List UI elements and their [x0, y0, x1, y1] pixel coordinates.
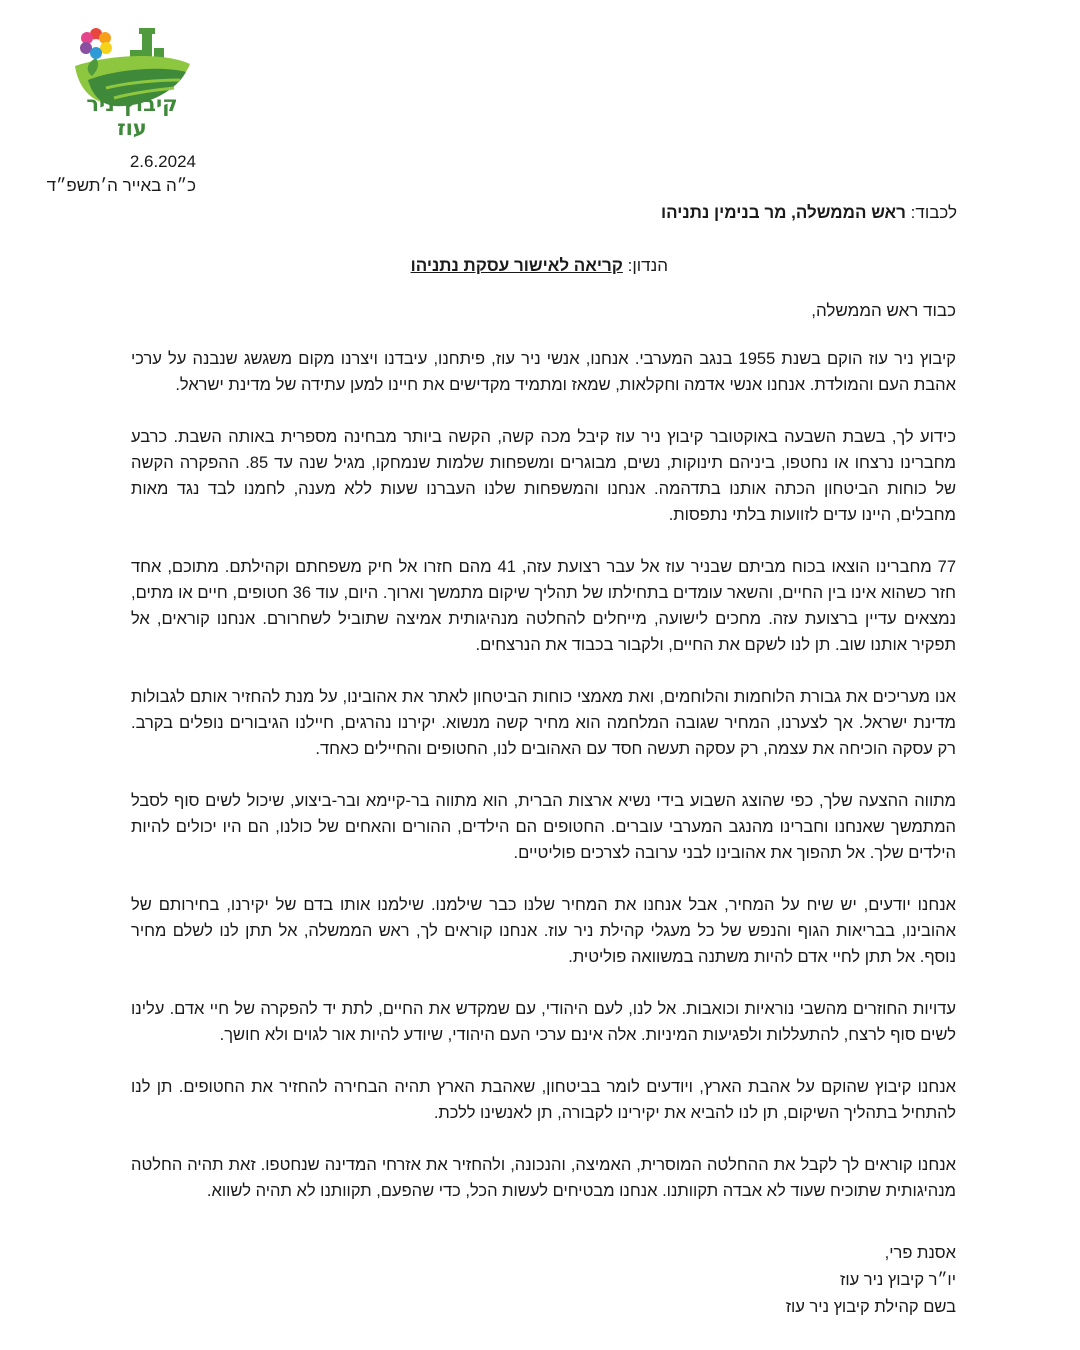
paragraph-2: כידוע לך, בשבת השבעה באוקטובר קיבוץ ניר עוז קיבל מכה קשה, הקשה ביותר מבחינה מספרית באותה השבת. כרבע מחברינו נרצחו או נחטפו, ביניהם תינוקות, נשים, מבוגרים ומשפחות שלמות שנמחקו, מגיל שנה עד 85. ההפקרה הקשה של כוחות הביטחון הכתה אותנו בתדהמה. אנחנו והמשפחות שלנו העברנו שעות ללא מענה, לחמנו לבד נגד מאות מחבלים, היינו עדים לזוועות בלתי נתפסות. — [131, 428, 956, 524]
signature-name: אסנת פרי, — [884, 1244, 956, 1262]
hebrew-date: כ״ה באייר ה׳תשפ״ד — [46, 176, 196, 195]
paragraph-8: אנחנו קיבוץ שהוקם על אהבת הארץ, ויודעים לומר בביטחון, שאהבת הארץ תהיה הבחירה להחזיר את החטופים. תן לנו להתחיל בתהליך השיקום, תן לנו להביא את יקירינו לקבורה, תן לאנשינו ללכת. — [131, 1078, 956, 1122]
gregorian-date: 2.6.2024 — [129, 152, 196, 171]
signature-block — [556, 1240, 956, 1321]
date-block — [40, 150, 196, 198]
addressee-line — [157, 200, 957, 226]
addressee-name: ראש הממשלה, מר בנימין נתניהו — [661, 203, 906, 222]
subject-line — [68, 253, 668, 279]
logo-petal-blue — [90, 47, 102, 59]
paragraph-6: אנחנו יודעים, יש שיח על המחיר, אבל אנחנו את המחיר שלנו כבר שילמנו. שילמנו אותו בדם של יקירנו, בחירותם של אהובינו, בבריאות הגוף והנפש של כל מעגלי קהילת ניר עוז. אנחנו קוראים לך, ראש הממשלה, אל תתן לנו לשלם מחיר נוסף. אל תתן לחיי אדם להיות משתנה במשוואה פוליטית. — [131, 896, 956, 966]
paragraph-5: מתווה ההצעה שלך, כפי שהוצג השבוע בידי נשיא ארצות הברית, הוא מתווה בר-קיימא ובר-ביצוע, שיכול לשים סוף לסבל המתמשך שאנחנו וחברינו מהנגב המערבי עוברים. החטופים הם הילדים, ההורים והאחים של כולנו, הם היו יכולים להיות הילדים שלך. אל תהפוך את אהובינו לבני ערובה לצרכים פוליטיים. — [131, 792, 956, 862]
paragraph-9: אנחנו קוראים לך לקבל את ההחלטה המוסרית, האמיצה, והנכונה, ולהחזיר את אזרחי המדינה שנחטפו. זאת תהיה החלטה מנהיגותית שתוכיח שעוד לא אבדה תקוותנו. אנחנו מבטיחים לעשות הכל, כדי שהפעם, תקוותנו לא תהיה לשווא. — [131, 1156, 956, 1200]
paragraph-7: עדויות החוזרים מהשבי נוראיות וכואבות. אל לנו, לעם היהודי, עם שמקדש את החיים, לתת יד להפקרה של חיי אדם. עלינו לשים סוף לרצח, להתעללות ולפגיעות המיניות. אלה אינם ערכי העם היהודי, שיודע להיות אור לגוים ולא חושך. — [131, 1000, 956, 1044]
addressee-label: לכבוד: — [910, 203, 957, 222]
paragraph-1: קיבוץ ניר עוז הוקם בשנת 1955 בנגב המערבי. אנחנו, אנשי ניר עוז, פיתחנו, עיבדנו ויצרנו מקום משגשג שנבנה על ערכי אהבת העם והמולדת. אנחנו אנשי אדמה וחקלאות, שמאז ומתמיד מקדישים את חיינו למען עתידה של מדינת ישראל. — [131, 350, 956, 394]
signature-role: יו״ר קיבוץ ניר עוז — [840, 1271, 956, 1289]
signature-on-behalf: בשם קהילת קיבוץ ניר עוז — [785, 1298, 956, 1316]
logo-flower-center — [92, 39, 100, 47]
subject-title: קריאה לאישור עסקת נתניהו — [410, 256, 623, 275]
letter-body — [131, 346, 956, 1230]
greeting: כבוד ראש הממשלה, — [811, 301, 956, 320]
paragraph-4: אנו מעריכים את גבורת הלוחמות והלוחמים, ואת מאמצי כוחות הביטחון לאתר את אהובינו, על מנת להחזיר אותם לגבולות מדינת ישראל. אך לצערנו, המחיר שגובה המלחמה הוא מחיר קשה מנשוא. יקירנו נהרגים, חיילנו הגיבורים נופלים בקרב. רק עסקה הוכיחה את עצמה, רק עסקה תעשה חסד עם האהובים לנו, החטופים והחיילים כאחד. — [131, 688, 956, 758]
subject-label: הנדון: — [627, 256, 668, 275]
logo-tower-top — [139, 28, 155, 34]
paragraph-3: 77 מחברינו הוצאו בכוח מביתם שבניר עוז אל עבר רצועת עזה, 41 מהם חזרו אל חיק משפחתם וקהילתם. מתוכם, אחד חזר כשהוא אינו בין החיים, והשאר עומדים בתחילתו של תהליך שיקום מתמשך וארוך. היום, עוד 36 חטופים, חיים או מתים, נמצאים עדיין ברצועת עזה. מחכים לישועה, מייחלים להחלטה מנהיגותית אמיצה שתוביל לשחרורם. אנחנו קוראים, אל תפקיר אותנו שוב. תן לנו לשקם את החיים, ולקבור בכבוד את הנרצחים. — [131, 558, 956, 654]
kibbutz-logo-text: קיבוץ ניר עוז — [86, 92, 178, 140]
